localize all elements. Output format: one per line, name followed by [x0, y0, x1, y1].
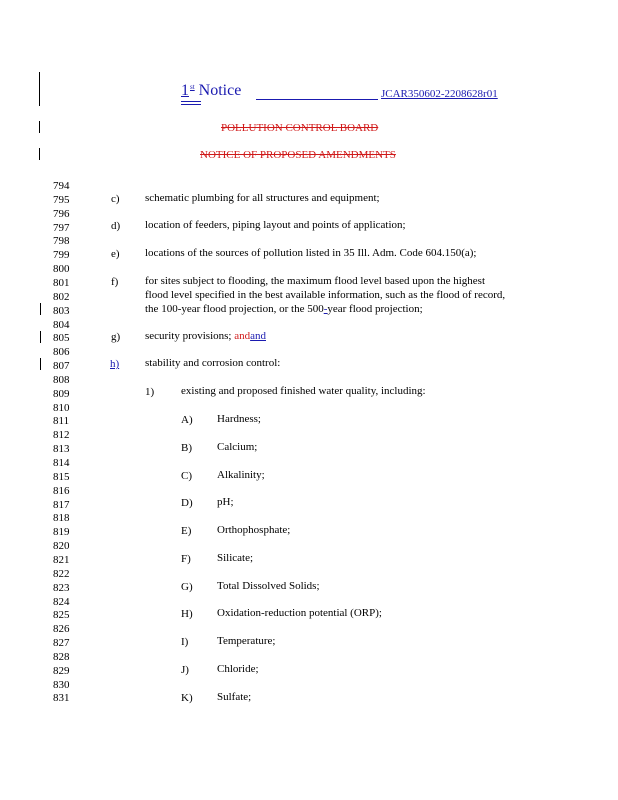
- subitem-label: E): [181, 525, 192, 537]
- line-number: 807: [53, 360, 70, 373]
- item-label: g): [111, 331, 121, 343]
- line-number: 796: [53, 207, 70, 220]
- line-number: 811: [53, 415, 70, 428]
- item-text: [145, 329, 266, 343]
- notice-word: Notice: [198, 82, 242, 99]
- inserted-text: and: [250, 330, 266, 342]
- item-label: e): [111, 248, 120, 260]
- item-text: stability and corrosion control:: [145, 357, 281, 369]
- subitem-text: Orthophosphate;: [217, 524, 291, 536]
- line-number: 814: [53, 457, 70, 469]
- line-number: 799: [53, 249, 70, 262]
- line-number: 810: [53, 401, 70, 414]
- header-underline: [181, 101, 201, 102]
- subitem-text: Chloride;: [217, 662, 259, 675]
- subitem-label: D): [181, 497, 193, 510]
- inserted-text: -: [323, 303, 328, 315]
- change-bar: [40, 331, 41, 343]
- line-number: 813: [53, 443, 70, 456]
- subitem-text: Temperature;: [217, 635, 276, 647]
- line-number: 794: [53, 180, 70, 192]
- line-number: 831: [53, 692, 70, 705]
- item-label: f): [111, 276, 119, 288]
- line-number: 828: [53, 650, 70, 663]
- line-number: 801: [53, 276, 70, 289]
- subitem-label: A): [181, 414, 193, 426]
- line-number: 798: [53, 235, 70, 248]
- line-number: 824: [53, 595, 70, 608]
- line-number: 827: [53, 637, 70, 650]
- agency-heading: POLLUTION CONTROL BOARD: [221, 122, 379, 134]
- subitem-label: I): [181, 636, 189, 648]
- line-number: 797: [53, 221, 70, 234]
- subitem-text: Oxidation-reduction potential (ORP);: [217, 607, 382, 620]
- subitem-label: J): [181, 663, 189, 676]
- subitem-label: H): [181, 608, 193, 621]
- text-run: security provisions;: [145, 330, 235, 342]
- line-number: 802: [53, 290, 70, 303]
- header-underline: [181, 104, 201, 105]
- item-text: locations of the sources of pollution listed in 35 Ill. Adm. Code 604.150(a);: [145, 247, 477, 259]
- line-number: 804: [53, 318, 70, 331]
- line-number: 823: [53, 581, 70, 594]
- item-label: h): [110, 358, 120, 370]
- item-label: c): [111, 193, 120, 205]
- subitem-text: Calcium;: [217, 440, 258, 453]
- subitem-text: Alkalinity;: [217, 468, 265, 481]
- notice-suffix: st: [190, 82, 195, 91]
- subitem-text: Total Dissolved Solids;: [217, 579, 320, 592]
- line-number: 819: [53, 526, 70, 539]
- change-bar: [39, 148, 40, 160]
- line-number: 795: [53, 193, 70, 206]
- subitem-label: G): [181, 580, 193, 593]
- line-number: 817: [53, 498, 70, 511]
- change-bar: [39, 121, 40, 133]
- deleted-text: and: [234, 330, 251, 342]
- subitem-label: C): [181, 469, 192, 482]
- line-number: 806: [53, 346, 70, 359]
- line-number: 829: [53, 664, 70, 677]
- line-number: 808: [53, 373, 70, 386]
- item-label: 1): [145, 386, 155, 398]
- line-number: 825: [53, 609, 70, 622]
- document-id: JCAR350602-2208628r01: [381, 88, 498, 100]
- line-number: 821: [53, 553, 70, 566]
- notice-number: 1: [181, 82, 189, 99]
- subitem-text: Sulfate;: [217, 690, 252, 703]
- line-number: 816: [53, 484, 70, 497]
- item-label: d): [111, 220, 121, 232]
- line-number: 812: [53, 429, 70, 442]
- line-number: 809: [53, 387, 70, 400]
- subitem-text: Hardness;: [217, 413, 261, 425]
- notice-title: [181, 82, 241, 100]
- subitem-label: B): [181, 441, 192, 454]
- line-number: 815: [53, 470, 70, 483]
- line-number: 818: [53, 512, 70, 525]
- change-bar: [40, 358, 41, 370]
- item-text: flood level specified in the best available information, such as the flood of record,: [145, 289, 506, 301]
- notice-type-heading: NOTICE OF PROPOSED AMENDMENTS: [200, 149, 396, 161]
- text-run: the 100-year flood projection, or the 500: [145, 303, 324, 315]
- subitem-label: K): [181, 691, 193, 704]
- item-text: schematic plumbing for all structures and equipment;: [145, 192, 380, 204]
- line-number: 822: [53, 567, 70, 580]
- item-text: location of feeders, piping layout and points of application;: [145, 219, 406, 231]
- line-number: 826: [53, 623, 70, 636]
- line-number: 820: [53, 540, 70, 553]
- header-underline: [256, 99, 378, 100]
- change-bar: [40, 303, 41, 315]
- subitem-text: pH;: [217, 496, 234, 509]
- line-number: 830: [53, 678, 70, 691]
- item-text: [145, 302, 423, 316]
- line-number: 800: [53, 263, 70, 276]
- line-number: 803: [53, 304, 70, 317]
- item-text: for sites subject to flooding, the maximum flood level based upon the highest: [145, 275, 486, 287]
- item-text: existing and proposed finished water quality, including:: [181, 385, 426, 397]
- text-run: year flood projection;: [327, 303, 423, 315]
- subitem-label: F): [181, 552, 191, 565]
- line-number: 805: [53, 332, 70, 345]
- subitem-text: Silicate;: [217, 551, 254, 564]
- change-bar: [39, 72, 40, 106]
